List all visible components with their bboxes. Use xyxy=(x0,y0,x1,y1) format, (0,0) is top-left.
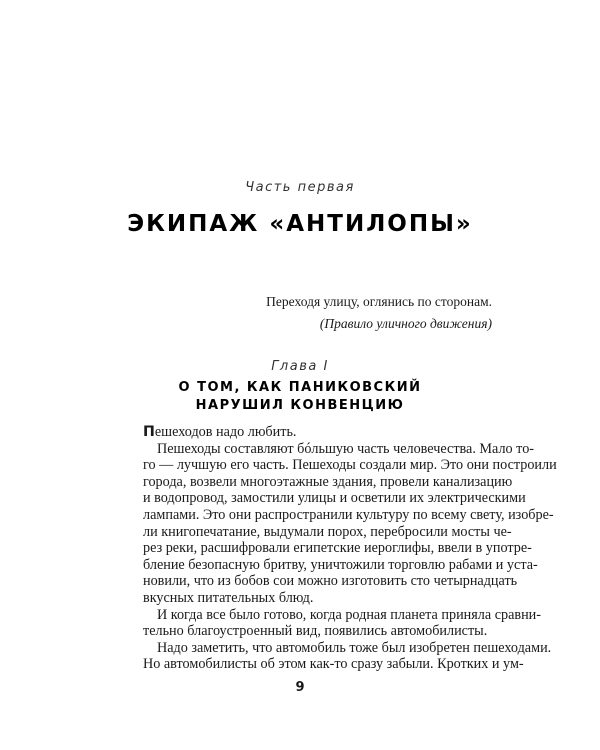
paragraph-line: города, возвели многоэтажные здания, провели канализацию xyxy=(143,473,513,490)
paragraph-line: Пешеходы составляют бóльшую часть человечества. Мало то- xyxy=(157,440,535,457)
paragraph-line: ли книгопечатание, выдумали порох, перебросили мосты че- xyxy=(143,523,512,540)
paragraph-line: вкусных питательных блюд. xyxy=(143,589,314,606)
chapter-title-line: НАРУШИЛ КОНВЕНЦИЮ xyxy=(195,398,405,413)
paragraph-line: и водопровод, замостили улицы и осветили их электрическими xyxy=(143,490,526,507)
paragraph-line: тельно благоустроенный вид, появились автомобилисты. xyxy=(143,623,488,640)
paragraph-line: И когда все было готово, когда родная планета приняла сравни- xyxy=(157,606,541,623)
paragraph-line: бление безопасную бритву, уничтожили торговлю рабами и уста- xyxy=(143,556,538,573)
drop-cap: П xyxy=(143,424,155,440)
paragraph-line xyxy=(143,424,483,441)
paragraph-line: го — лучшую его часть. Пешеходы создали мир. Это они построили xyxy=(143,457,557,474)
page-number: 9 xyxy=(295,680,305,695)
chapter-title-line: О ТОМ, КАК ПАНИКОВСКИЙ xyxy=(178,380,422,395)
chapter-title xyxy=(0,379,600,415)
line-text: ешеходов надо любить. xyxy=(154,424,297,440)
paragraph-line: лампами. Это они распространили культуру по всему свету, изобре- xyxy=(143,506,554,523)
chapter-label: Глава I xyxy=(271,359,329,374)
paragraph-line: рез реки, расшифровали египетские иероглифы, ввели в употре- xyxy=(143,540,532,557)
paragraph-line: Но автомобилисты об этом как-то сразу забыли. Кротких и ум- xyxy=(143,656,524,673)
part-label: Часть первая xyxy=(245,180,355,195)
body-text xyxy=(143,424,557,673)
paragraph-line: Надо заметить, что автомобиль тоже был изобретен пешеходами. xyxy=(157,639,552,656)
part-title: ЭКИПАЖ «АНТИЛОПЫ» xyxy=(127,211,473,237)
paragraph-line: новили, что из бобов сои можно изготовить сто четырнадцать xyxy=(143,573,518,590)
epigraph-source: (Правило уличного движения) xyxy=(319,316,492,331)
epigraph-text: Переходя улицу, оглянись по сторонам. xyxy=(266,294,492,309)
